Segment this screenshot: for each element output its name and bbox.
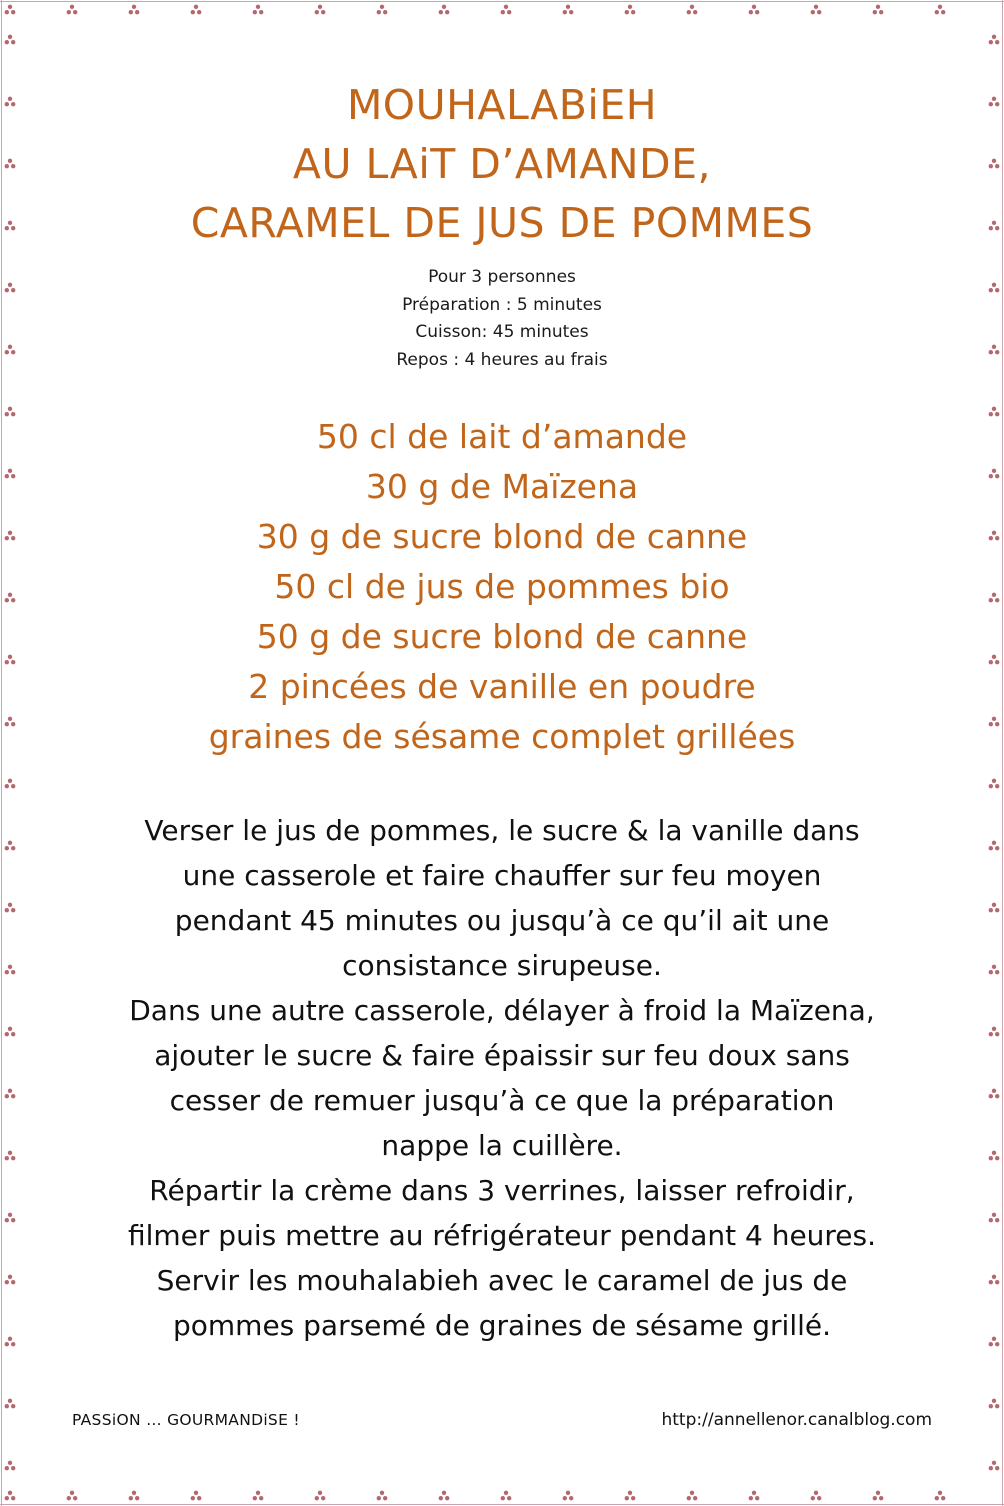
border-dot: [5, 40, 9, 44]
border-dot: [690, 5, 694, 9]
recipe-meta: [40, 264, 964, 374]
border-dot: [992, 159, 996, 163]
border-dot: [8, 531, 12, 535]
recipe-instructions: [40, 808, 964, 1348]
border-dot: [989, 1280, 993, 1284]
border-dot: [445, 10, 449, 14]
border-dot: [11, 1032, 15, 1036]
border-dot: [566, 5, 570, 9]
border-dot: [989, 350, 993, 354]
blog-brand: PASSiON … GOURMANDiSE !: [72, 1411, 300, 1429]
border-dot: [989, 1156, 993, 1160]
border-dot: [755, 1496, 759, 1500]
border-dot: [995, 412, 999, 416]
border-dot: [11, 102, 15, 106]
border-dot: [989, 1342, 993, 1346]
border-dot: [11, 164, 15, 168]
border-dot: [935, 1496, 939, 1500]
border-dot: [628, 1491, 632, 1495]
border-dot: [8, 345, 12, 349]
border-dot: [8, 903, 12, 907]
cook-time: Cuisson: 45 minutes: [415, 322, 589, 342]
border-dot: [11, 970, 15, 974]
border-dot: [5, 10, 9, 14]
border-dot: [879, 1496, 883, 1500]
border-dot: [995, 102, 999, 106]
border-dot: [995, 1466, 999, 1470]
border-dot: [11, 1342, 15, 1346]
border-dot: [132, 5, 136, 9]
border-dot: [992, 35, 996, 39]
border-dot: [992, 593, 996, 597]
border-dot: [194, 1491, 198, 1495]
border-dot: [995, 1032, 999, 1036]
border-dot: [5, 102, 9, 106]
border-dot: [259, 1496, 263, 1500]
rest-time: Repos : 4 heures au frais: [396, 349, 608, 370]
border-dot: [197, 1496, 201, 1500]
border-dot: [5, 1404, 9, 1408]
border-dot: [11, 1280, 15, 1284]
border-dot: [687, 1496, 691, 1500]
border-dot: [67, 1496, 71, 1500]
border-dot: [817, 1496, 821, 1500]
border-dot: [380, 1491, 384, 1495]
border-dot: [995, 1156, 999, 1160]
border-dot: [992, 1089, 996, 1093]
border-dot: [11, 1496, 15, 1500]
recipe-title: [40, 76, 964, 253]
border-dot: [11, 40, 15, 44]
border-dot: [8, 841, 12, 845]
border-dot: [995, 164, 999, 168]
border-dot: [8, 1399, 12, 1403]
border-dot: [995, 1280, 999, 1284]
ingredient-list: [40, 412, 964, 762]
border-dot: [8, 469, 12, 473]
border-dot: [11, 1466, 15, 1470]
border-dot: [989, 536, 993, 540]
border-dot: [321, 1496, 325, 1500]
border-dot: [504, 1491, 508, 1495]
border-dot: [191, 10, 195, 14]
border-dot: [11, 1218, 15, 1222]
border-dot: [5, 1280, 9, 1284]
border-dot: [995, 1404, 999, 1408]
border-dot: [8, 1089, 12, 1093]
border-dot: [8, 159, 12, 163]
instruction-line: Dans une autre casserole, délayer à froid la Maïzena,: [129, 994, 875, 1027]
border-dot: [8, 655, 12, 659]
border-dot: [938, 5, 942, 9]
border-dot: [8, 1491, 12, 1495]
border-dot: [989, 1032, 993, 1036]
border-dot: [318, 5, 322, 9]
border-dot: [8, 283, 12, 287]
border-dot: [5, 288, 9, 292]
border-dot: [628, 5, 632, 9]
border-dot: [992, 655, 996, 659]
instruction-line: ajouter le sucre & faire épaissir sur feu doux sans: [154, 1039, 850, 1072]
border-dot: [941, 10, 945, 14]
border-dot: [11, 536, 15, 540]
border-dot: [989, 412, 993, 416]
border-dot: [197, 10, 201, 14]
border-dot: [8, 1027, 12, 1031]
border-dot: [315, 10, 319, 14]
border-dot: [5, 970, 9, 974]
border-dot: [11, 660, 15, 664]
border-dot: [989, 1404, 993, 1408]
border-dot: [8, 1461, 12, 1465]
border-dot: [5, 846, 9, 850]
border-dot: [8, 97, 12, 101]
border-dot: [191, 1496, 195, 1500]
border-dot: [995, 970, 999, 974]
border-dot: [11, 784, 15, 788]
border-dot: [439, 10, 443, 14]
border-dot: [5, 598, 9, 602]
instruction-line: cesser de remuer jusqu’à ce que la préparation: [169, 1084, 835, 1117]
border-dot: [989, 1094, 993, 1098]
title-line: AU LAiT D’AMANDE,: [292, 140, 712, 188]
border-dot: [992, 841, 996, 845]
border-dot: [935, 10, 939, 14]
border-dot: [938, 1491, 942, 1495]
border-dot: [5, 1094, 9, 1098]
border-dot: [992, 97, 996, 101]
border-dot: [377, 1496, 381, 1500]
border-dot: [11, 350, 15, 354]
ingredient-item: 30 g de sucre blond de canne: [256, 517, 748, 556]
border-dot: [5, 1466, 9, 1470]
border-dot: [749, 1496, 753, 1500]
border-dot: [989, 660, 993, 664]
border-dot: [501, 1496, 505, 1500]
border-dot: [256, 1491, 260, 1495]
ingredient-item: 2 pincées de vanille en poudre: [248, 667, 756, 706]
border-dot: [995, 40, 999, 44]
title-line: MOUHALABiEH: [346, 81, 658, 129]
border-dot: [817, 10, 821, 14]
border-dot: [5, 474, 9, 478]
border-dot: [8, 5, 12, 9]
border-dot: [989, 40, 993, 44]
border-dot: [989, 784, 993, 788]
border-dot: [5, 1156, 9, 1160]
border-dot: [11, 1094, 15, 1098]
border-dot: [995, 846, 999, 850]
border-dot: [989, 598, 993, 602]
border-dot: [11, 908, 15, 912]
border-dot: [995, 722, 999, 726]
border-dot: [995, 660, 999, 664]
border-dot: [11, 474, 15, 478]
border-dot: [321, 10, 325, 14]
border-dot: [992, 1213, 996, 1217]
border-dot: [995, 598, 999, 602]
border-dot: [693, 10, 697, 14]
border-dot: [70, 1491, 74, 1495]
ingredient-item: 50 cl de lait d’amande: [316, 417, 688, 456]
border-dot: [625, 10, 629, 14]
border-dot: [989, 970, 993, 974]
border-dot: [569, 1496, 573, 1500]
border-dot: [992, 1151, 996, 1155]
border-dot: [129, 1496, 133, 1500]
border-dot: [989, 474, 993, 478]
border-dot: [992, 345, 996, 349]
border-dot: [194, 5, 198, 9]
instruction-line: nappe la cuillère.: [381, 1129, 623, 1162]
border-dot: [11, 722, 15, 726]
blog-url[interactable]: http://annellenor.canalblog.com: [661, 1410, 932, 1430]
border-dot: [995, 1094, 999, 1098]
border-dot: [11, 412, 15, 416]
instruction-line: Servir les mouhalabieh avec le caramel de jus de: [156, 1264, 848, 1297]
border-dot: [631, 1496, 635, 1500]
border-dot: [11, 226, 15, 230]
border-dot: [5, 784, 9, 788]
border-dot: [873, 1496, 877, 1500]
border-dot: [625, 1496, 629, 1500]
border-dot: [989, 288, 993, 292]
border-dot: [8, 407, 12, 411]
border-dot: [995, 1218, 999, 1222]
border-dot: [380, 5, 384, 9]
border-dot: [259, 10, 263, 14]
border-dot: [992, 469, 996, 473]
border-dot: [992, 283, 996, 287]
border-dot: [992, 1337, 996, 1341]
border-dot: [5, 1218, 9, 1222]
border-dot: [569, 10, 573, 14]
border-dot: [693, 1496, 697, 1500]
border-dot: [995, 288, 999, 292]
border-dot: [989, 1466, 993, 1470]
border-dot: [749, 10, 753, 14]
border-dot: [5, 164, 9, 168]
border-dot: [992, 965, 996, 969]
border-dot: [442, 5, 446, 9]
border-dot: [752, 1491, 756, 1495]
ingredient-item: 30 g de Maïzena: [365, 467, 639, 506]
border-dot: [995, 474, 999, 478]
border-dot: [879, 10, 883, 14]
border-dot: [876, 5, 880, 9]
border-dot: [631, 10, 635, 14]
border-dot: [73, 10, 77, 14]
instruction-line: filmer puis mettre au réfrigérateur pendant 4 heures.: [127, 1219, 877, 1252]
border-dot: [5, 660, 9, 664]
border-dot: [439, 1496, 443, 1500]
border-dot: [507, 10, 511, 14]
border-dot: [8, 221, 12, 225]
border-dot: [989, 908, 993, 912]
border-dot: [941, 1496, 945, 1500]
border-dot: [5, 536, 9, 540]
border-dot: [989, 1218, 993, 1222]
border-dot: [563, 1496, 567, 1500]
border-dot: [811, 10, 815, 14]
border-dot: [5, 1342, 9, 1346]
border-dot: [989, 722, 993, 726]
border-dot: [8, 965, 12, 969]
border-dot: [992, 717, 996, 721]
border-dot: [135, 1496, 139, 1500]
border-dot: [11, 288, 15, 292]
border-dot: [989, 226, 993, 230]
border-dot: [992, 407, 996, 411]
border-dot: [8, 1275, 12, 1279]
border-dot: [992, 903, 996, 907]
border-dot: [8, 779, 12, 783]
border-dot: [8, 1151, 12, 1155]
border-dot: [690, 1491, 694, 1495]
border-dot: [8, 717, 12, 721]
border-dot: [995, 536, 999, 540]
border-dot: [135, 10, 139, 14]
border-dot: [687, 10, 691, 14]
border-dot: [11, 10, 15, 14]
border-dot: [8, 1213, 12, 1217]
prep-time: Préparation : 5 minutes: [402, 294, 602, 315]
border-dot: [256, 5, 260, 9]
border-dot: [73, 1496, 77, 1500]
border-dot: [383, 10, 387, 14]
border-dot: [995, 350, 999, 354]
border-dot: [989, 164, 993, 168]
border-dot: [992, 531, 996, 535]
border-dot: [989, 102, 993, 106]
border-dot: [253, 10, 257, 14]
border-dot: [5, 1496, 9, 1500]
border-dot: [873, 10, 877, 14]
instruction-line: consistance sirupeuse.: [342, 949, 662, 982]
servings: Pour 3 personnes: [428, 267, 576, 287]
border-dot: [253, 1496, 257, 1500]
border-dot: [992, 779, 996, 783]
border-dot: [5, 722, 9, 726]
border-dot: [5, 226, 9, 230]
border-dot: [992, 1461, 996, 1465]
border-dot: [70, 5, 74, 9]
border-dot: [755, 10, 759, 14]
instruction-line: pommes parsemé de graines de sésame grillé.: [172, 1309, 832, 1342]
border-dot: [11, 1404, 15, 1408]
border-dot: [989, 846, 993, 850]
instruction-line: une casserole et faire chauffer sur feu moyen: [182, 859, 822, 892]
border-dot: [507, 1496, 511, 1500]
ingredient-item: 50 cl de jus de pommes bio: [274, 567, 730, 606]
border-dot: [318, 1491, 322, 1495]
border-dot: [377, 10, 381, 14]
border-dot: [501, 10, 505, 14]
border-dot: [752, 5, 756, 9]
border-dot: [876, 1491, 880, 1495]
border-dot: [8, 1337, 12, 1341]
title-line: CARAMEL DE JUS DE POMMES: [190, 199, 814, 247]
border-dot: [132, 1491, 136, 1495]
border-dot: [995, 784, 999, 788]
border-dot: [315, 1496, 319, 1500]
border-dot: [8, 35, 12, 39]
border-dot: [5, 350, 9, 354]
border-dot: [566, 1491, 570, 1495]
border-dot: [445, 1496, 449, 1500]
border-dot: [442, 1491, 446, 1495]
border-dot: [5, 412, 9, 416]
instruction-line: Répartir la crème dans 3 verrines, laisser refroidir,: [149, 1174, 855, 1207]
border-dot: [8, 593, 12, 597]
instruction-line: Verser le jus de pommes, le sucre & la vanille dans: [144, 814, 860, 847]
border-dot: [814, 1491, 818, 1495]
border-dot: [5, 908, 9, 912]
border-dot: [11, 1156, 15, 1160]
border-dot: [11, 598, 15, 602]
border-dot: [992, 1027, 996, 1031]
border-dot: [995, 226, 999, 230]
border-dot: [992, 1275, 996, 1279]
border-dot: [5, 1032, 9, 1036]
instruction-line: pendant 45 minutes ou jusqu’à ce qu’il ait une: [174, 904, 830, 937]
border-dot: [811, 1496, 815, 1500]
border-dot: [11, 846, 15, 850]
border-dot: [129, 10, 133, 14]
border-dot: [992, 1399, 996, 1403]
border-dot: [995, 908, 999, 912]
border-dot: [995, 1342, 999, 1346]
border-dot: [563, 10, 567, 14]
ingredient-item: 50 g de sucre blond de canne: [256, 617, 748, 656]
border-dot: [992, 221, 996, 225]
border-dot: [814, 5, 818, 9]
border-dot: [504, 5, 508, 9]
border-dot: [67, 10, 71, 14]
ingredient-item: graines de sésame complet grillées: [208, 717, 796, 756]
border-dot: [383, 1496, 387, 1500]
